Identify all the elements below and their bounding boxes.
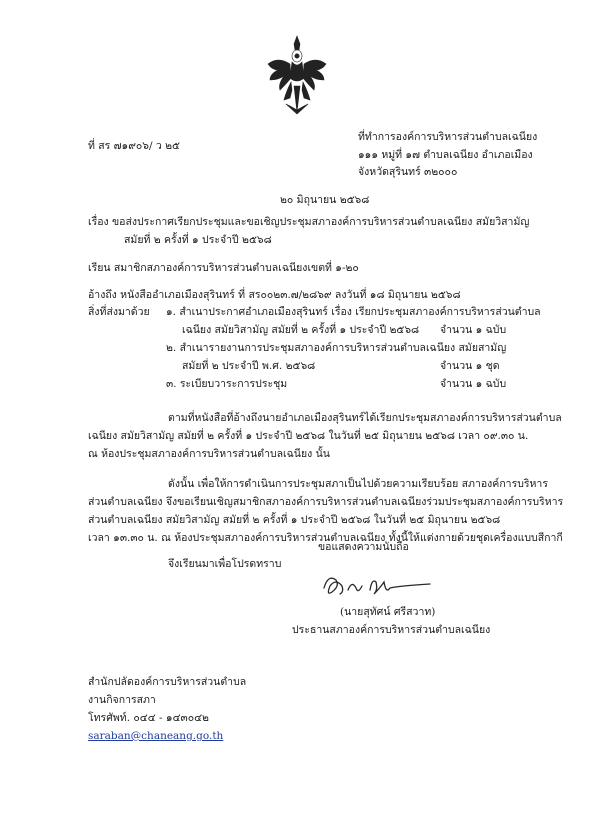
signature-image [318,568,436,602]
paragraph1-line1: ตามที่หนังสือที่อ้างถึงนายอำเภอเมืองสุรินทร์ได้เรียกประชุมสภาองค์การบริหารส่วนตำบล [168,412,562,424]
subject-line2: สมัยที่ ๒ ครั้งที่ ๑ ประจำปี ๒๕๖๘ [124,234,272,246]
paragraph2-line4: เวลา ๑๓.๓๐ น. ณ ห้องประชุมสภาองค์การบริหารส่วนตำบลเฉนียง ทั้งนี้ให้แต่งกายด้วยชุดเครื่องแบบสีกากี [88,532,563,544]
enclosure-2-qty: จำนวน ๑ ชุด [440,360,500,372]
org-address-line1: ที่ทำการองค์การบริหารส่วนตำบลเฉนียง [358,131,538,143]
enclosures-label: สิ่งที่ส่งมาด้วย [88,306,150,318]
regards-line: ขอแสดงความนับถือ [318,541,409,553]
enclosure-3-qty: จำนวน ๑ ฉบับ [440,378,507,390]
footer-phone: โทรศัพท์. ๐๔๔ - ๑๔๓๐๔๒ [88,712,209,724]
enclosure-2-line1: ๒. สำเนารายงานการประชุมสภาองค์การบริหารส่วนตำบลเฉนียง สมัยสามัญ [166,342,507,354]
org-address-line2: ๑๑๑ หมู่ที่ ๑๗ ตำบลเฉนียง อำเภอเมือง [358,149,533,161]
paragraph1-line3: ณ ห้องประชุมสภาองค์การบริหารส่วนตำบลเฉนียง นั้น [88,448,330,460]
recipient: เรียน สมาชิกสภาองค์การบริหารส่วนตำบลเฉนียงเขตที่ ๑-๒๐ [88,262,359,274]
paragraph2-line3: ส่วนตำบลเฉนียง สมัยวิสามัญ สมัยที่ ๒ ครั้งที่ ๑ ประจำปี ๒๕๖๘ ในวันที่ ๒๕ มิถุนายน ๒๕๖๘ [88,514,501,526]
reference-number: ที่ สร ๗๑๙๐๖/ ว ๒๕ [88,140,180,152]
signer-name: (นายสุทัศน์ ศรีสวาท) [340,606,436,618]
enclosure-1-line2: เฉนียง สมัยวิสามัญ สมัยที่ ๒ ครั้งที่ ๑ ประจำปี ๒๕๖๘ [182,324,420,336]
paragraph1-line2: เฉนียง สมัยวิสามัญ สมัยที่ ๒ ครั้งที่ ๑ ประจำปี ๒๕๖๘ ในวันที่ ๒๕ มิถุนายน ๒๕๖๘ เวลา ๐๙.๓๐ น. [88,430,529,442]
footer-section: งานกิจการสภา [88,694,156,706]
enclosure-1-line1: ๑. สำเนาประกาศอำเภอเมืองสุรินทร์ เรื่อง เรียกประชุมสภาองค์การบริหารส่วนตำบล [166,306,541,318]
subject-line1: เรื่อง ขอส่งประกาศเรียกประชุมและขอเชิญประชุมสภาองค์การบริหารส่วนตำบลเฉนียง สมัยวิสามัญ [88,216,530,228]
garuda-emblem-icon [264,34,330,116]
enclosure-3-line1: ๓. ระเบียบวาระการประชุม [166,378,288,390]
org-address-line3: จังหวัดสุรินทร์ ๓๒๐๐๐ [358,166,458,178]
signer-title: ประธานสภาองค์การบริหารส่วนตำบลเฉนียง [292,624,491,636]
reference-line: อ้างถึง หนังสืออำเภอเมืองสุรินทร์ ที่ สร๐๐๒๓.๗/๒๘๖๙ ลงวันที่ ๑๘ มิถุนายน ๒๕๖๘ [88,289,461,301]
footer-office: สำนักปลัดองค์การบริหารส่วนตำบล [88,676,247,688]
paragraph2-line2: ส่วนตำบลเฉนียง จึงขอเรียนเชิญสมาชิกสภาองค์การบริหารส่วนตำบลเฉนียงร่วมประชุมสภาองค์การบริหาร [88,496,564,508]
document-date: ๒๐ มิถุนายน ๒๕๖๘ [280,194,370,206]
paragraph2-line1: ดังนั้น เพื่อให้การดำเนินการประชุมสภาเป็นไปด้วยความเรียบร้อย สภาองค์การบริหาร [168,478,548,490]
enclosure-2-line2: สมัยที่ ๒ ประจำปี พ.ศ. ๒๕๖๘ [182,360,316,372]
footer-email-link[interactable]: saraban@chaneang.go.th [88,730,224,742]
closing-line: จึงเรียนมาเพื่อโปรดทราบ [168,558,282,570]
enclosure-1-qty: จำนวน ๑ ฉบับ [440,324,507,336]
